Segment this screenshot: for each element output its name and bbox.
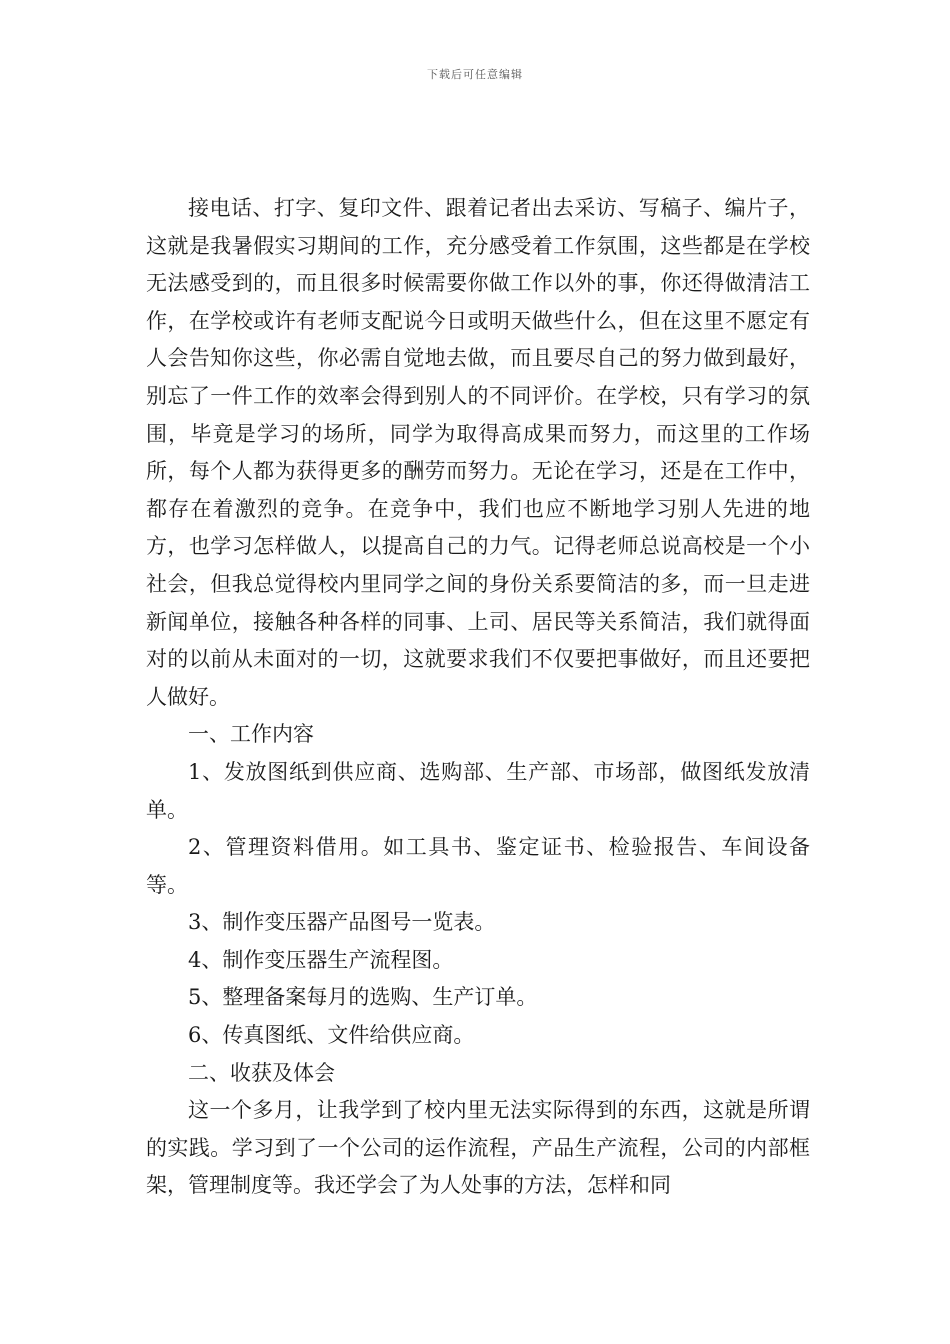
list-item: 3、制作变压器产品图号一览表。: [188, 910, 496, 935]
section-heading-gains: 二、收获及体会: [188, 1060, 335, 1085]
list-item: 1、发放图纸到供应商、选购部、生产部、市场部，做图纸发放清单。: [146, 759, 810, 822]
list-item: 6、传真图纸、文件给供应商。: [188, 1023, 475, 1048]
intro-paragraph: 接电话、打字、复印文件、跟着记者出去采访、写稿子、编片子，这就是我暑假实习期间的工作，充分感受着工作氛围，这些都是在学校无法感受到的，而且很多时候需要你做工作以外的事，你还得做清洁工作，在学校或许有老师支配说今日或明天做些什么，但在这里不愿定有人会告知你这些，你必需自觉地去做，而且要尽自己的努力做到最好，别忘了一件工作的效率会得到别人的不同评价。在学校，只有学习的氛围，毕竟是学习的场所，同学为取得高成果而努力，而这里的工作场所，每个人都为获得更多的酬劳而努力。无论在学习，还是在工作中，都存在着激烈的竞争。在竞争中，我们也应不断地学习别人先进的地方，也学习怎样做人，以提高自己的力气。记得老师总说高校是一个小社会，但我总觉得校内里同学之间的身份关系要简洁的多，而一旦走进新闻单位，接触各种各样的同事、上司、居民等关系简洁，我们就得面对的以前从未面对的一切，这就要求我们不仅要把事做好，而且还要把人做好。: [146, 196, 810, 709]
list-item: 5、整理备案每月的选购、生产订单。: [188, 985, 538, 1010]
section-heading-work-content: 一、工作内容: [188, 722, 314, 747]
page-header: 下载后可任意编辑: [427, 68, 523, 81]
document-body: [146, 190, 810, 1205]
list-item: 2、管理资料借用。如工具书、鉴定证书、检验报告、车间设备等。: [146, 835, 810, 897]
list-item: 4、制作变压器生产流程图。: [188, 947, 454, 972]
closing-paragraph: 这一个多月，让我学到了校内里无法实际得到的东西，这就是所谓的实践。学习到了一个公司的运作流程，产品生产流程，公司的内部框架，管理制度等。我还学会了为人处事的方法，怎样和同: [146, 1098, 810, 1198]
